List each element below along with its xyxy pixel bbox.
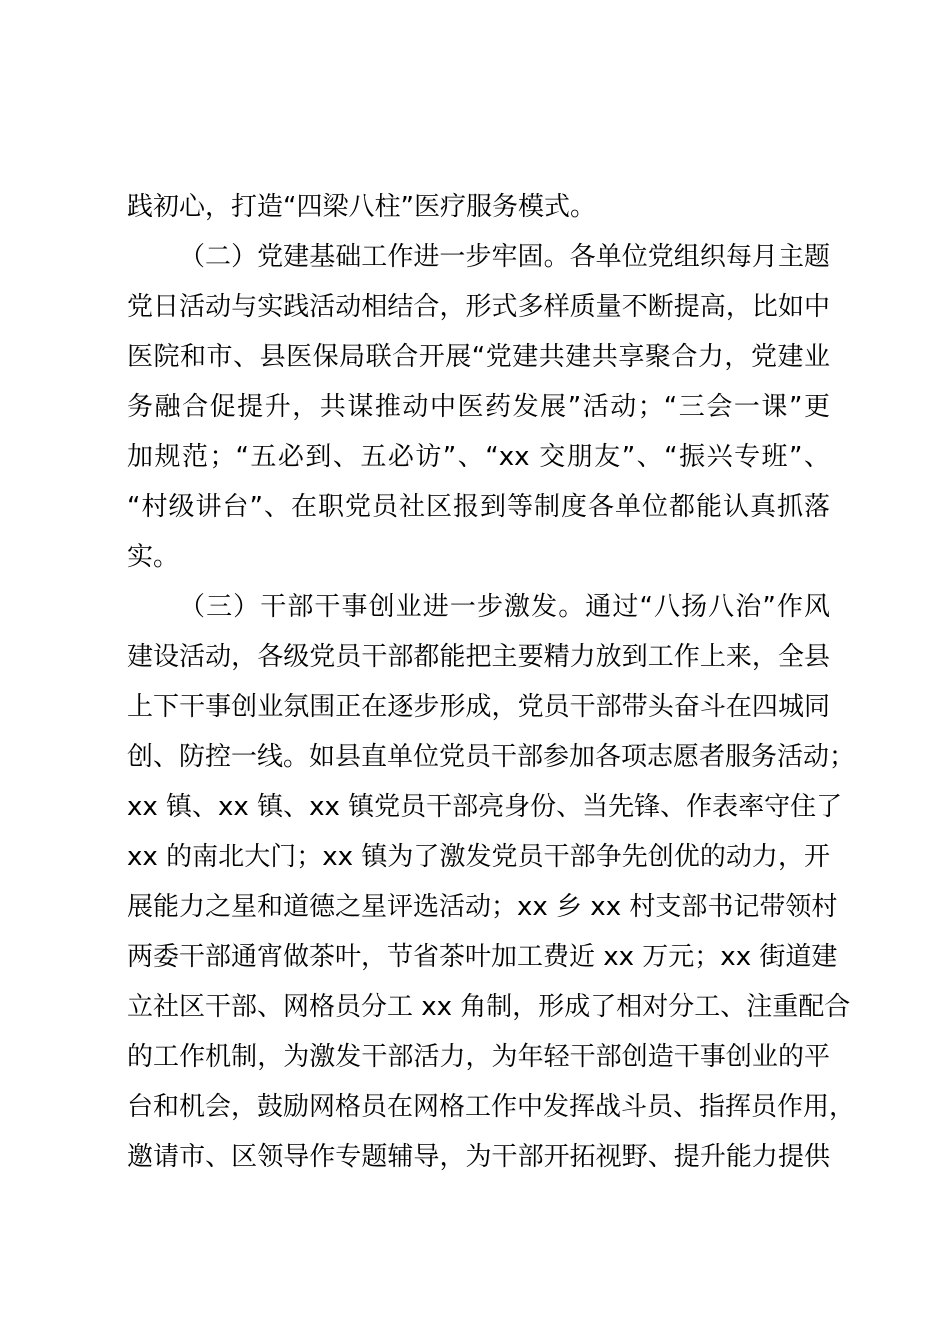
text-line: 建设活动，各级党员干部都能把主要精力放到工作上来，全县	[127, 642, 830, 672]
text-line: 邀请市、区领导作专题辅导，为干部开拓视野、提升能力提供	[127, 1142, 830, 1172]
text-line: xx 镇、xx 镇、xx 镇党员干部亮身份、当先锋、作表率守住了	[127, 792, 843, 822]
text-line: 立社区干部、网格员分工 xx 角制，形成了相对分工、注重配合	[127, 992, 851, 1022]
text-line: 加规范；“五必到、五必访”、“xx 交朋友”、“振兴专班”、	[127, 442, 830, 472]
text-line: 两委干部通宵做茶叶，节省茶叶加工费近 xx 万元；xx 街道建	[127, 942, 838, 972]
text-line: 的工作机制，为激发干部活力，为年轻干部创造干事创业的平	[127, 1042, 830, 1072]
text-line: 医院和市、县医保局联合开展“党建共建共享聚合力，党建业	[127, 342, 830, 372]
text-line: 党日活动与实践活动相结合，形式多样质量不断提高，比如中	[127, 292, 830, 322]
text-line: 展能力之星和道德之星评选活动；xx 乡 xx 村支部书记带领村	[127, 892, 838, 922]
text-line: 实。	[127, 542, 180, 572]
text-line: 上下干事创业氛围正在逐步形成，党员干部带头奋斗在四城同	[127, 692, 830, 722]
paragraph-first-line: （二）党建基础工作进一步牢固。各单位党组织每月主题	[179, 242, 830, 272]
text-line: xx 的南北大门；xx 镇为了激发党员干部争先创优的动力，开	[127, 842, 830, 872]
text-line: 创、防控一线。如县直单位党员干部参加各项志愿者服务活动；	[127, 742, 856, 772]
text-line: 践初心，打造“四梁八柱”医疗服务模式。	[127, 192, 596, 222]
body-text	[127, 182, 856, 1182]
text-line: 台和机会，鼓励网格员在网格工作中发挥战斗员、指挥员作用，	[127, 1092, 856, 1122]
paragraph-first-line: （三）干部干事创业进一步激发。通过“八扬八治”作风	[179, 592, 830, 622]
text-line: “村级讲台”、在职党员社区报到等制度各单位都能认真抓落	[127, 492, 830, 522]
text-line: 务融合促提升，共谋推动中医药发展”活动；“三会一课”更	[127, 392, 830, 422]
